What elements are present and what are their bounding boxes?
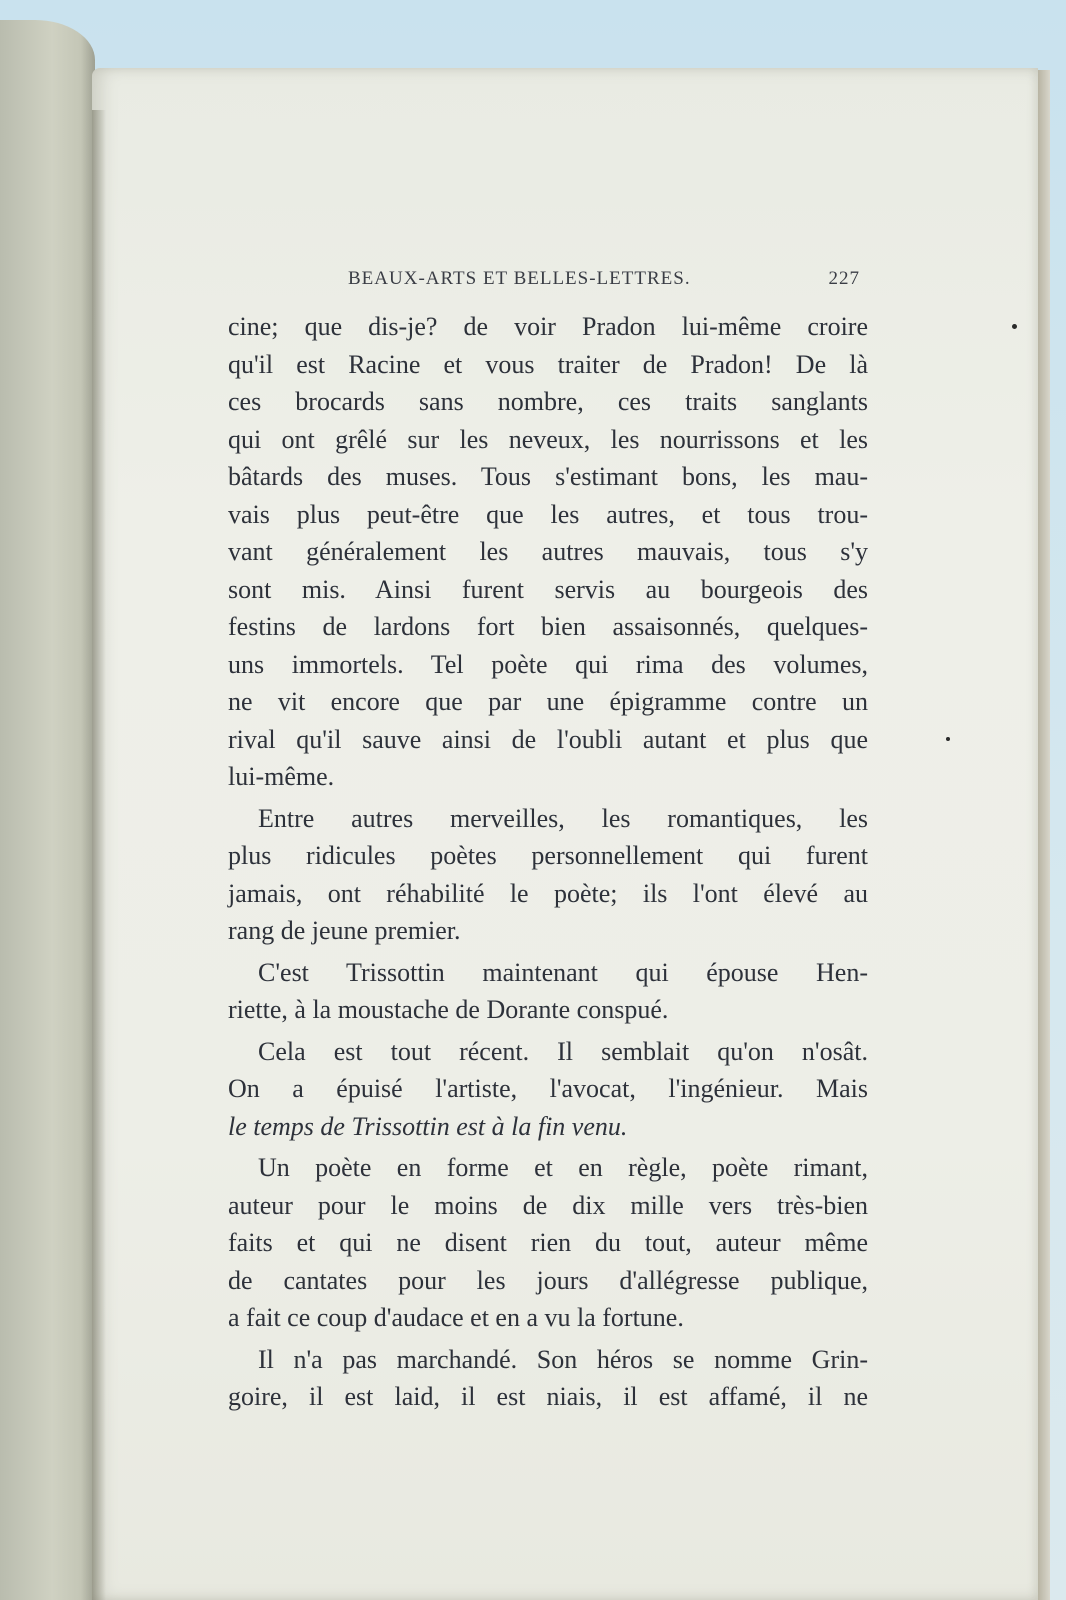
text-line: On a épuisé l'artiste, l'avocat, l'ingénieur. Mais	[228, 1074, 868, 1103]
text-line: vais plus peut-être que les autres, et tous trou-	[228, 499, 868, 529]
text-line: Un poète en forme et en règle, poète rimant,	[258, 1153, 868, 1182]
text-line: de cantates pour les jours d'allégresse publique,	[228, 1265, 868, 1295]
text-line: goire, il est laid, il est niais, il est affamé, il ne	[228, 1382, 868, 1411]
page-gutter-shadow	[92, 110, 106, 1600]
text-line: a fait ce coup d'audace et en a vu la fortune.	[228, 1303, 684, 1332]
paper-speck	[946, 737, 950, 741]
text-line: C'est Trissottin maintenant qui épouse Hen-	[258, 957, 868, 987]
text-line: rival qu'il sauve ainsi de l'oubli autant et plus que	[228, 724, 868, 754]
running-head: BEAUX-ARTS ET BELLES-LETTRES.	[348, 268, 691, 289]
text-line: Cela est tout récent. Il semblait qu'on n'osât.	[258, 1036, 868, 1066]
text-line: Entre autres merveilles, les romantiques, les	[258, 803, 868, 833]
text-line: qui ont grêlé sur les neveux, les nourrissons et les	[228, 424, 868, 454]
text-line: ces brocards sans nombre, ces traits sanglants	[228, 387, 868, 416]
text-line: le temps de Trissottin est à la fin venu.	[228, 1111, 628, 1141]
paper-speck	[1012, 324, 1017, 329]
left-page-edge	[0, 20, 95, 1600]
text-line: plus ridicules poètes personnellement qui furent	[228, 841, 868, 870]
text-line: festins de lardons fort bien assaisonnés, quelques-	[228, 612, 868, 641]
text-line: rang de jeune premier.	[228, 916, 461, 945]
text-line: vant généralement les autres mauvais, tous s'y	[228, 537, 868, 566]
text-line: riette, à la moustache de Dorante conspué.	[228, 995, 669, 1024]
text-line: qu'il est Racine et vous traiter de Pradon! De là	[228, 349, 868, 379]
text-line: uns immortels. Tel poète qui rima des volumes,	[228, 649, 868, 679]
text-line: cine; que dis-je? de voir Pradon lui-même croire	[228, 312, 868, 341]
text-line: sont mis. Ainsi furent servis au bourgeois des	[228, 574, 868, 604]
text-line: auteur pour le moins de dix mille vers très-bien	[228, 1190, 868, 1220]
text-line: lui-même.	[228, 762, 335, 791]
text-line: Il n'a pas marchandé. Son héros se nomme Grin-	[258, 1344, 868, 1374]
body-text	[228, 308, 868, 1416]
page-header	[348, 268, 860, 298]
text-line: jamais, ont réhabilité le poète; ils l'ont élevé au	[228, 878, 868, 908]
text-line: bâtards des muses. Tous s'estimant bons, les mau-	[228, 462, 868, 491]
text-line: ne vit encore que par une épigramme contre un	[228, 687, 868, 716]
text-line: faits et qui ne disent rien du tout, auteur même	[228, 1228, 868, 1257]
page-number: 227	[828, 268, 860, 289]
